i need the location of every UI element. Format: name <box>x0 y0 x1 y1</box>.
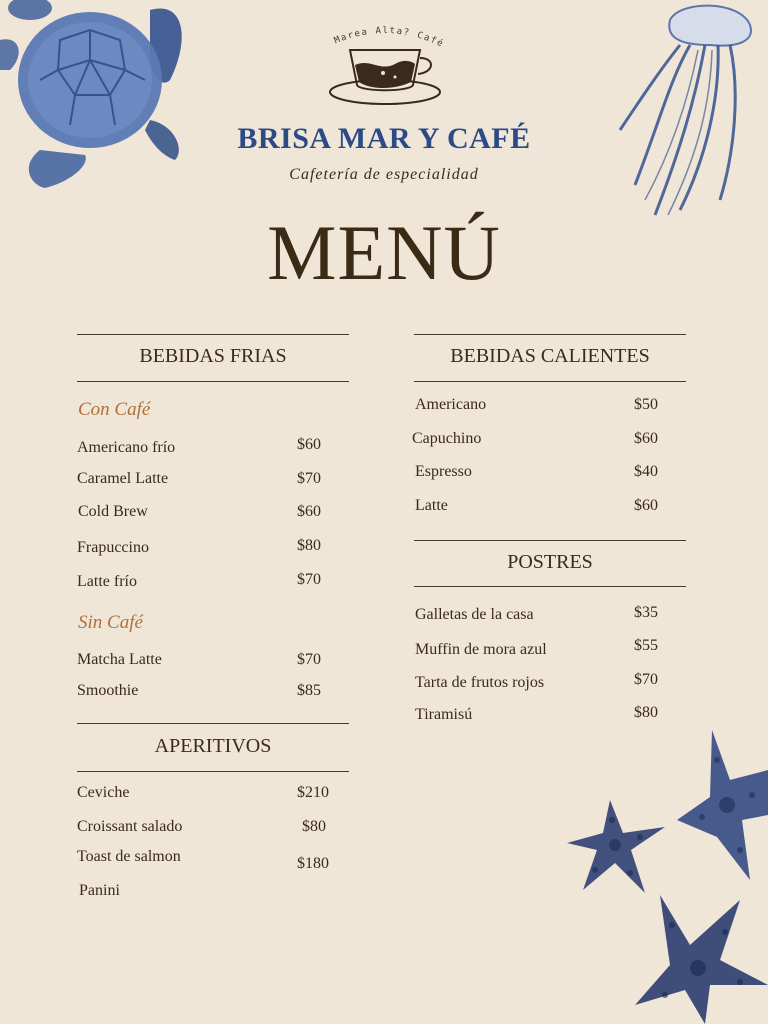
menu-item-price: $35 <box>634 604 658 621</box>
menu-item-price: $70 <box>297 651 321 668</box>
menu-item-price: $80 <box>302 818 326 835</box>
starfish-icon <box>565 795 670 900</box>
divider <box>414 334 686 335</box>
menu-item-price: $70 <box>634 671 658 688</box>
divider <box>77 771 349 772</box>
menu-item-name: Ceviche <box>77 784 130 801</box>
tagline: Cafetería de especialidad <box>289 166 479 183</box>
divider <box>414 540 686 541</box>
divider <box>77 723 349 724</box>
menu-item-price: $180 <box>297 855 329 872</box>
section-title-bebidas-calientes: BEBIDAS CALIENTES <box>450 345 650 367</box>
menu-item-price: $80 <box>634 704 658 721</box>
menu-item-name: Cold Brew <box>78 503 148 520</box>
divider <box>77 334 349 335</box>
menu-item-price: $80 <box>297 537 321 554</box>
menu-item-name: Americano frío <box>77 439 176 456</box>
menu-item-name: Americano <box>415 396 487 413</box>
menu-item-name: Muffin de mora azul <box>415 641 547 658</box>
menu-item-name: Capuchino <box>412 430 482 447</box>
menu-item-price: $50 <box>634 396 658 413</box>
menu-item-name: Tiramisú <box>415 706 473 723</box>
turtle-illustration <box>0 0 190 190</box>
menu-title: MENÚ <box>267 209 501 296</box>
menu-item-name: Panini <box>79 882 120 899</box>
section-title-postres: POSTRES <box>507 551 593 573</box>
menu-item-price: $70 <box>297 571 321 588</box>
divider <box>414 586 686 587</box>
menu-item-name: Frapuccino <box>77 539 149 556</box>
starfish-icon <box>672 725 768 885</box>
svg-text:Marea Alta? Café: Marea Alta? Café <box>332 25 446 50</box>
menu-item-price: $60 <box>634 430 658 447</box>
menu-item-price: $40 <box>634 463 658 480</box>
menu-item-name: Latte <box>415 497 448 514</box>
divider <box>77 381 349 382</box>
menu-item-name: Croissant salado <box>77 818 183 835</box>
menu-item-price: $85 <box>297 682 321 699</box>
menu-item-price: $60 <box>297 503 321 520</box>
menu-item-price: $55 <box>634 637 658 654</box>
menu-item-price: $60 <box>634 497 658 514</box>
menu-item-name: Latte frío <box>77 573 137 590</box>
subsection-con-cafe: Con Café <box>78 399 151 420</box>
subsection-sin-cafe: Sin Café <box>78 612 143 633</box>
menu-item-price: $210 <box>297 784 329 801</box>
menu-item-price: $60 <box>297 436 321 453</box>
menu-item-name: Tarta de frutos rojos <box>415 674 545 691</box>
menu-item-name: Caramel Latte <box>77 470 169 487</box>
divider <box>414 381 686 382</box>
menu-item-price: $70 <box>297 470 321 487</box>
menu-item-name: Espresso <box>415 463 472 480</box>
menu-item-name: Toast de salmon <box>77 848 181 865</box>
menu-item-name: Galletas de la casa <box>415 606 534 623</box>
starfish-icon <box>630 890 768 1024</box>
jellyfish-illustration <box>610 0 760 225</box>
menu-item-name: Smoothie <box>77 682 139 699</box>
section-title-bebidas-frias: BEBIDAS FRIAS <box>139 345 287 367</box>
brand-name: BRISA MAR Y CAFÉ <box>237 122 531 155</box>
coffee-cup-icon <box>325 40 445 110</box>
menu-item-name: Matcha Latte <box>77 651 162 668</box>
section-title-aperitivos: APERITIVOS <box>154 735 272 757</box>
